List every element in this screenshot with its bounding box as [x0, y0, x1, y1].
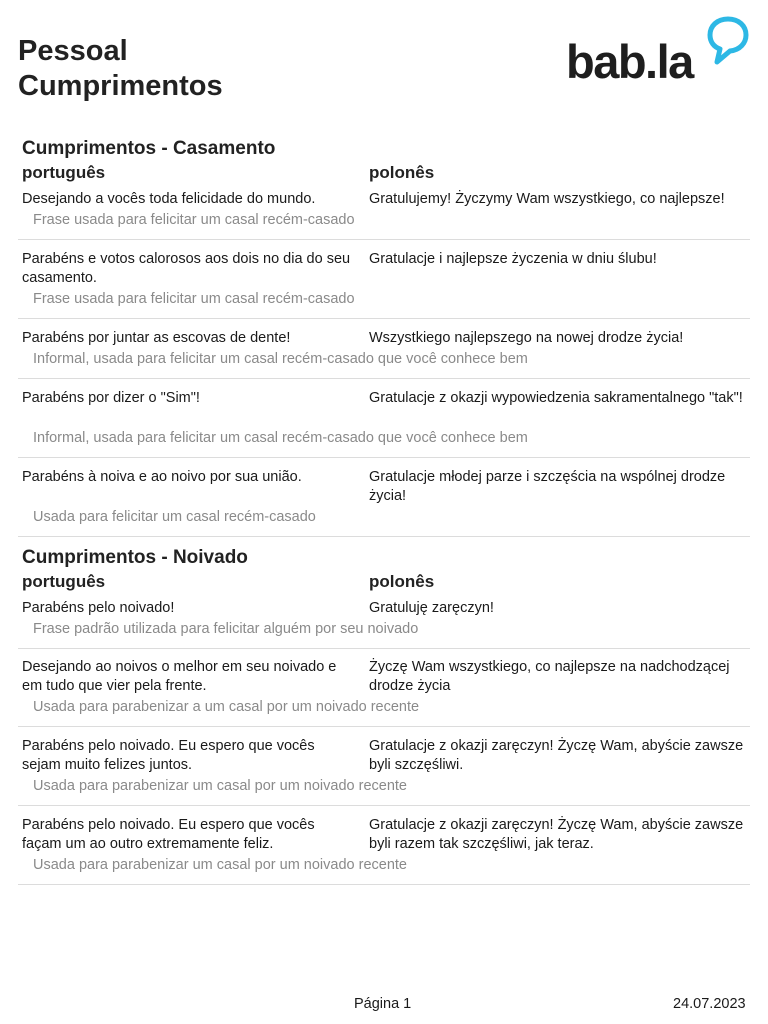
divider	[18, 805, 750, 806]
phrase-note: Frase padrão utilizada para felicitar alguém por seu noivado	[33, 621, 419, 637]
phrase-portuguese: Parabéns por juntar as escovas de dente!	[22, 330, 291, 346]
babla-logo	[566, 16, 756, 88]
phrase-polish: Gratulacje i najlepsze życzenia w dniu ślubu!	[369, 251, 657, 267]
divider	[18, 318, 750, 319]
phrase-note: Usada para parabenizar um casal por um noivado recente	[33, 857, 407, 873]
title-line-1: Pessoal	[18, 35, 128, 67]
phrase-polish: Wszystkiego najlepszego na nowej drodze życia!	[369, 330, 684, 346]
phrase-note: Usada para parabenizar a um casal por um noivado recente	[33, 699, 420, 715]
phrase-polish: Gratulacje z okazji zaręczyn! Życzę Wam, abyście zawsze byli szczęśliwi.	[369, 738, 744, 773]
phrase-note: Informal, usada para felicitar um casal recém-casado que você conhece bem	[33, 430, 528, 446]
phrase-polish: Gratulacje z okazji wypowiedzenia sakramentalnego "tak"!	[369, 390, 743, 406]
phrase-note: Usada para parabenizar um casal por um noivado recente	[33, 778, 407, 794]
divider	[18, 884, 750, 885]
phrase-polish: Gratulacje młodej parze i szczęścia na wspólnej drodze życia!	[369, 469, 726, 504]
divider	[18, 457, 750, 458]
column-header-polish: polonês	[369, 163, 435, 182]
phrase-portuguese: Desejando a vocês toda felicidade do mundo.	[22, 191, 316, 207]
column-header-portuguese: português	[22, 572, 106, 591]
page-number: Página 1	[354, 996, 412, 1012]
phrase-portuguese: Parabéns pelo noivado!	[22, 600, 175, 616]
column-header-portuguese: português	[22, 163, 106, 182]
title-line-2: Cumprimentos	[18, 70, 223, 102]
phrase-polish: Gratuluję zaręczyn!	[369, 600, 494, 616]
phrase-portuguese: Parabéns à noiva e ao noivo por sua união.	[22, 469, 302, 485]
phrase-portuguese: Parabéns e votos calorosos aos dois no dia do seu casamento.	[22, 251, 351, 286]
divider	[18, 239, 750, 240]
divider	[18, 726, 750, 727]
phrase-note: Frase usada para felicitar um casal recém-casado	[33, 291, 355, 307]
phrase-polish: Gratulujemy! Życzymy Wam wszystkiego, co najlepsze!	[369, 191, 725, 207]
section-title: Cumprimentos - Noivado	[22, 547, 248, 568]
column-header-polish: polonês	[369, 572, 435, 591]
phrase-polish: Życzę Wam wszystkiego, co najlepsze na nadchodzącej drodze życia	[369, 659, 730, 694]
phrase-portuguese: Parabéns pelo noivado. Eu espero que vocês sejam muito felizes juntos.	[22, 738, 315, 773]
phrase-note: Frase usada para felicitar um casal recém-casado	[33, 212, 355, 228]
logo-text: bab.la	[566, 35, 693, 88]
divider	[18, 536, 750, 537]
phrase-portuguese: Desejando ao noivos o melhor em seu noivado e em tudo que vier pela frente.	[22, 659, 337, 694]
document-date: 24.07.2023	[673, 996, 746, 1012]
phrase-portuguese: Parabéns pelo noivado. Eu espero que vocês façam um ao outro extremamente feliz.	[22, 817, 315, 852]
page-title	[18, 34, 223, 104]
phrase-note: Usada para felicitar um casal recém-casado	[33, 509, 316, 525]
speech-bubble-icon	[703, 16, 753, 68]
phrase-note: Informal, usada para felicitar um casal recém-casado que você conhece bem	[33, 351, 528, 367]
section-title: Cumprimentos - Casamento	[22, 138, 276, 159]
divider	[18, 648, 750, 649]
divider	[18, 378, 750, 379]
phrase-portuguese: Parabéns por dizer o "Sim"!	[22, 390, 200, 406]
phrase-polish: Gratulacje z okazji zaręczyn! Życzę Wam, abyście zawsze byli razem tak szczęśliwi, jak teraz.	[369, 817, 744, 852]
